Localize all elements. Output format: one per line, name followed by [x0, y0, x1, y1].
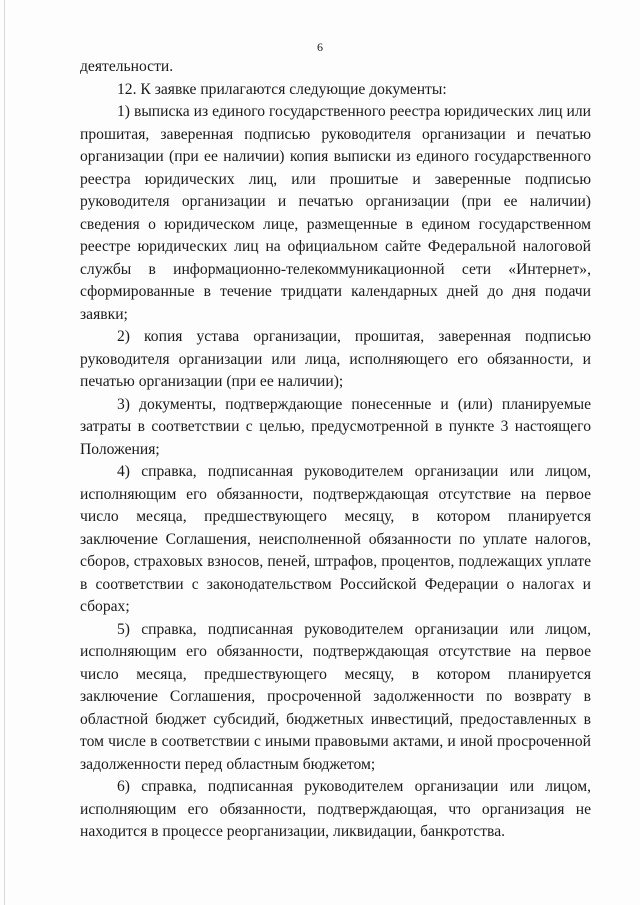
- paragraph-continuation: деятельности.: [80, 58, 174, 75]
- paragraph-subitem-3: 3) документы, подтверждающие понесенные и (или) планируемые затраты в соответствии с целью, предусмотренной в пункте 3 настоящего Положения;: [80, 395, 591, 458]
- paragraph-subitem-4: 4) справка, подписанная руководителем организации или лицом, исполняющим его обязанности, подтверждающая отсутствие на первое число месяца, предшествующего месяцу, в котором планируется заключение Соглашения, неисполненной обязанности по уплате налогов, сборов, страховых взносов, пеней, штрафов, процентов, подлежащих уплате в соответствии с законодательством Российской Федерации о налогах и сборах;: [80, 463, 591, 615]
- document-body: [80, 56, 591, 844]
- paragraph-item-12: 12. К заявке прилагаются следующие документы:: [117, 80, 447, 98]
- paragraph-subitem-2: 2) копия устава организации, прошитая, заверенная подписью руководителя организации или лица, исполняющего его обязанности, и печатью организации (при ее наличии);: [80, 328, 591, 390]
- paragraph-subitem-1: 1) выписка из единого государственного реестра юридических лиц или прошитая, заверенная подписью руководителя организации и печатью организации (при ее наличии) копия выписки из единого государственного реестра юридических лиц, или прошитые и заверенные подписью руководителя организации и печатью организации (при ее наличии) сведения о юридическом лице, размещенные в едином государственном реестре юридических лиц на официальном сайте Федеральной налоговой службы в информационно-телекоммуникационной сети «Интернет», сформированные в течение тридцати календарных дней до дня подачи заявки;: [80, 103, 591, 323]
- page-number: 6: [317, 40, 323, 54]
- paragraph-subitem-5: 5) справка, подписанная руководителем организации или лицом, исполняющим его обязанности, подтверждающая отсутствие на первое число месяца, предшествующего месяцу, в котором планируется заключение Соглашения, просроченной задолженности по возврату в областной бюджет субсидий, бюджетных инвестиций, предоставленных в том числе в соответствии с иными правовыми актами, и иной просроченной задолженности перед областным бюджетом;: [80, 620, 591, 773]
- paragraph-subitem-6: 6) справка, подписанная руководителем организации или лицом, исполняющим его обязанности, подтверждающая, что организация не находится в процессе реорганизации, ликвидации, банкротства.: [80, 778, 591, 840]
